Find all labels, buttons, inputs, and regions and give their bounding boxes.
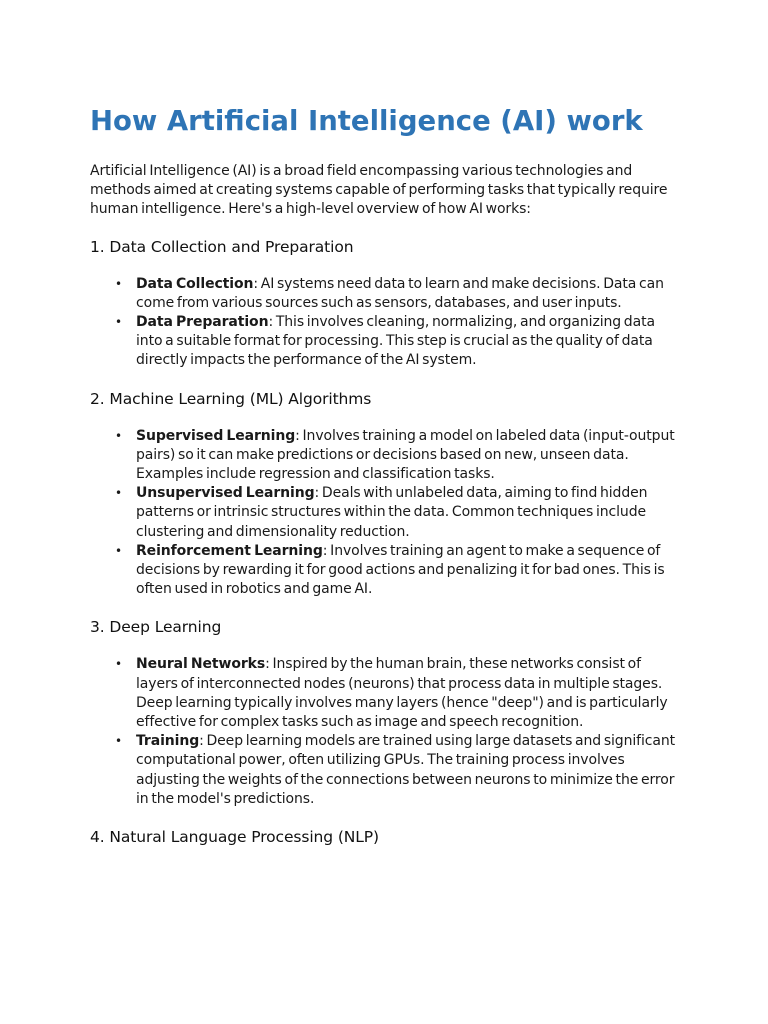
bullet-icon: • (115, 657, 122, 672)
bullet-icon: • (115, 543, 122, 558)
list-item-term: Data Collection (136, 275, 254, 292)
list-item (115, 427, 680, 485)
list-item-term: Training (136, 733, 200, 750)
bullet-icon: • (115, 734, 122, 749)
list-item (115, 542, 680, 600)
section-heading-machine-learning: 2. Machine Learning (ML) Algorithms (90, 389, 372, 408)
list-item-term: Neural Networks (136, 656, 266, 673)
list-item-term: Unsupervised Learning (136, 485, 315, 502)
list-item (115, 484, 680, 542)
list-item-term: Supervised Learning (136, 427, 296, 444)
section-list-deep-learning (90, 655, 680, 809)
list-item-term: Data Preparation (136, 314, 269, 331)
document-title: How Artificial Intelligence (AI) work (90, 105, 643, 137)
section-list-data-collection (90, 275, 680, 371)
section-heading-data-collection: 1. Data Collection and Preparation (90, 237, 354, 256)
bullet-icon: • (115, 486, 122, 501)
list-item-text: : Inspired by the human brain, these networks consist of layers of interconnected nodes (neurons) that process data in multiple stages. Deep learning typically involves many layers (hence "deep") and is particularly effective for complex tasks such as image and speech recognition. (136, 656, 668, 731)
intro-paragraph: Artificial Intelligence (AI) is a broad field encompassing various technologies and methods aimed at creating systems capable of performing tasks that typically require human intelligence. Here's a high-level overview of how AI works: (90, 163, 668, 218)
list-item-text: : Deep learning models are trained using large datasets and significant computational power, often utilizing GPUs. The training process involves adjusting the weights of the connections between neurons to minimize the error in the model's predictions. (136, 733, 676, 807)
list-item (115, 655, 680, 732)
list-item-term: Reinforcement Learning (136, 542, 323, 559)
list-item-text: : Involves training an agent to make a sequence of decisions by rewarding it for good actions and penalizing it for bad ones. This is often used in robotics and game AI. (136, 542, 665, 598)
section-heading-deep-learning: 3. Deep Learning (90, 618, 222, 637)
list-item (115, 732, 680, 809)
list-item-text: : Deals with unlabeled data, aiming to find hidden patterns or intrinsic structures within the data. Common techniques include clustering and dimensionality reduction. (136, 485, 648, 540)
section-heading-nlp: 4. Natural Language Processing (NLP) (90, 828, 380, 847)
bullet-icon: • (115, 428, 122, 443)
list-item-text: : AI systems need data to learn and make decisions. Data can come from various sources such as sensors, databases, and user inputs. (136, 275, 664, 311)
bullet-icon: • (115, 276, 122, 291)
document-page (90, 102, 680, 848)
bullet-icon: • (115, 315, 122, 330)
list-item (115, 313, 680, 371)
section-list-machine-learning (90, 427, 680, 600)
list-item (115, 275, 680, 313)
list-item-text: : Involves training a model on labeled data (input-output pairs) so it can make predictions or decisions based on new, unseen data. Examples include regression and classification tasks. (136, 427, 675, 483)
list-item-text: : This involves cleaning, normalizing, and organizing data into a suitable format for processing. This step is crucial as the quality of data directly impacts the performance of the AI system. (136, 314, 655, 369)
